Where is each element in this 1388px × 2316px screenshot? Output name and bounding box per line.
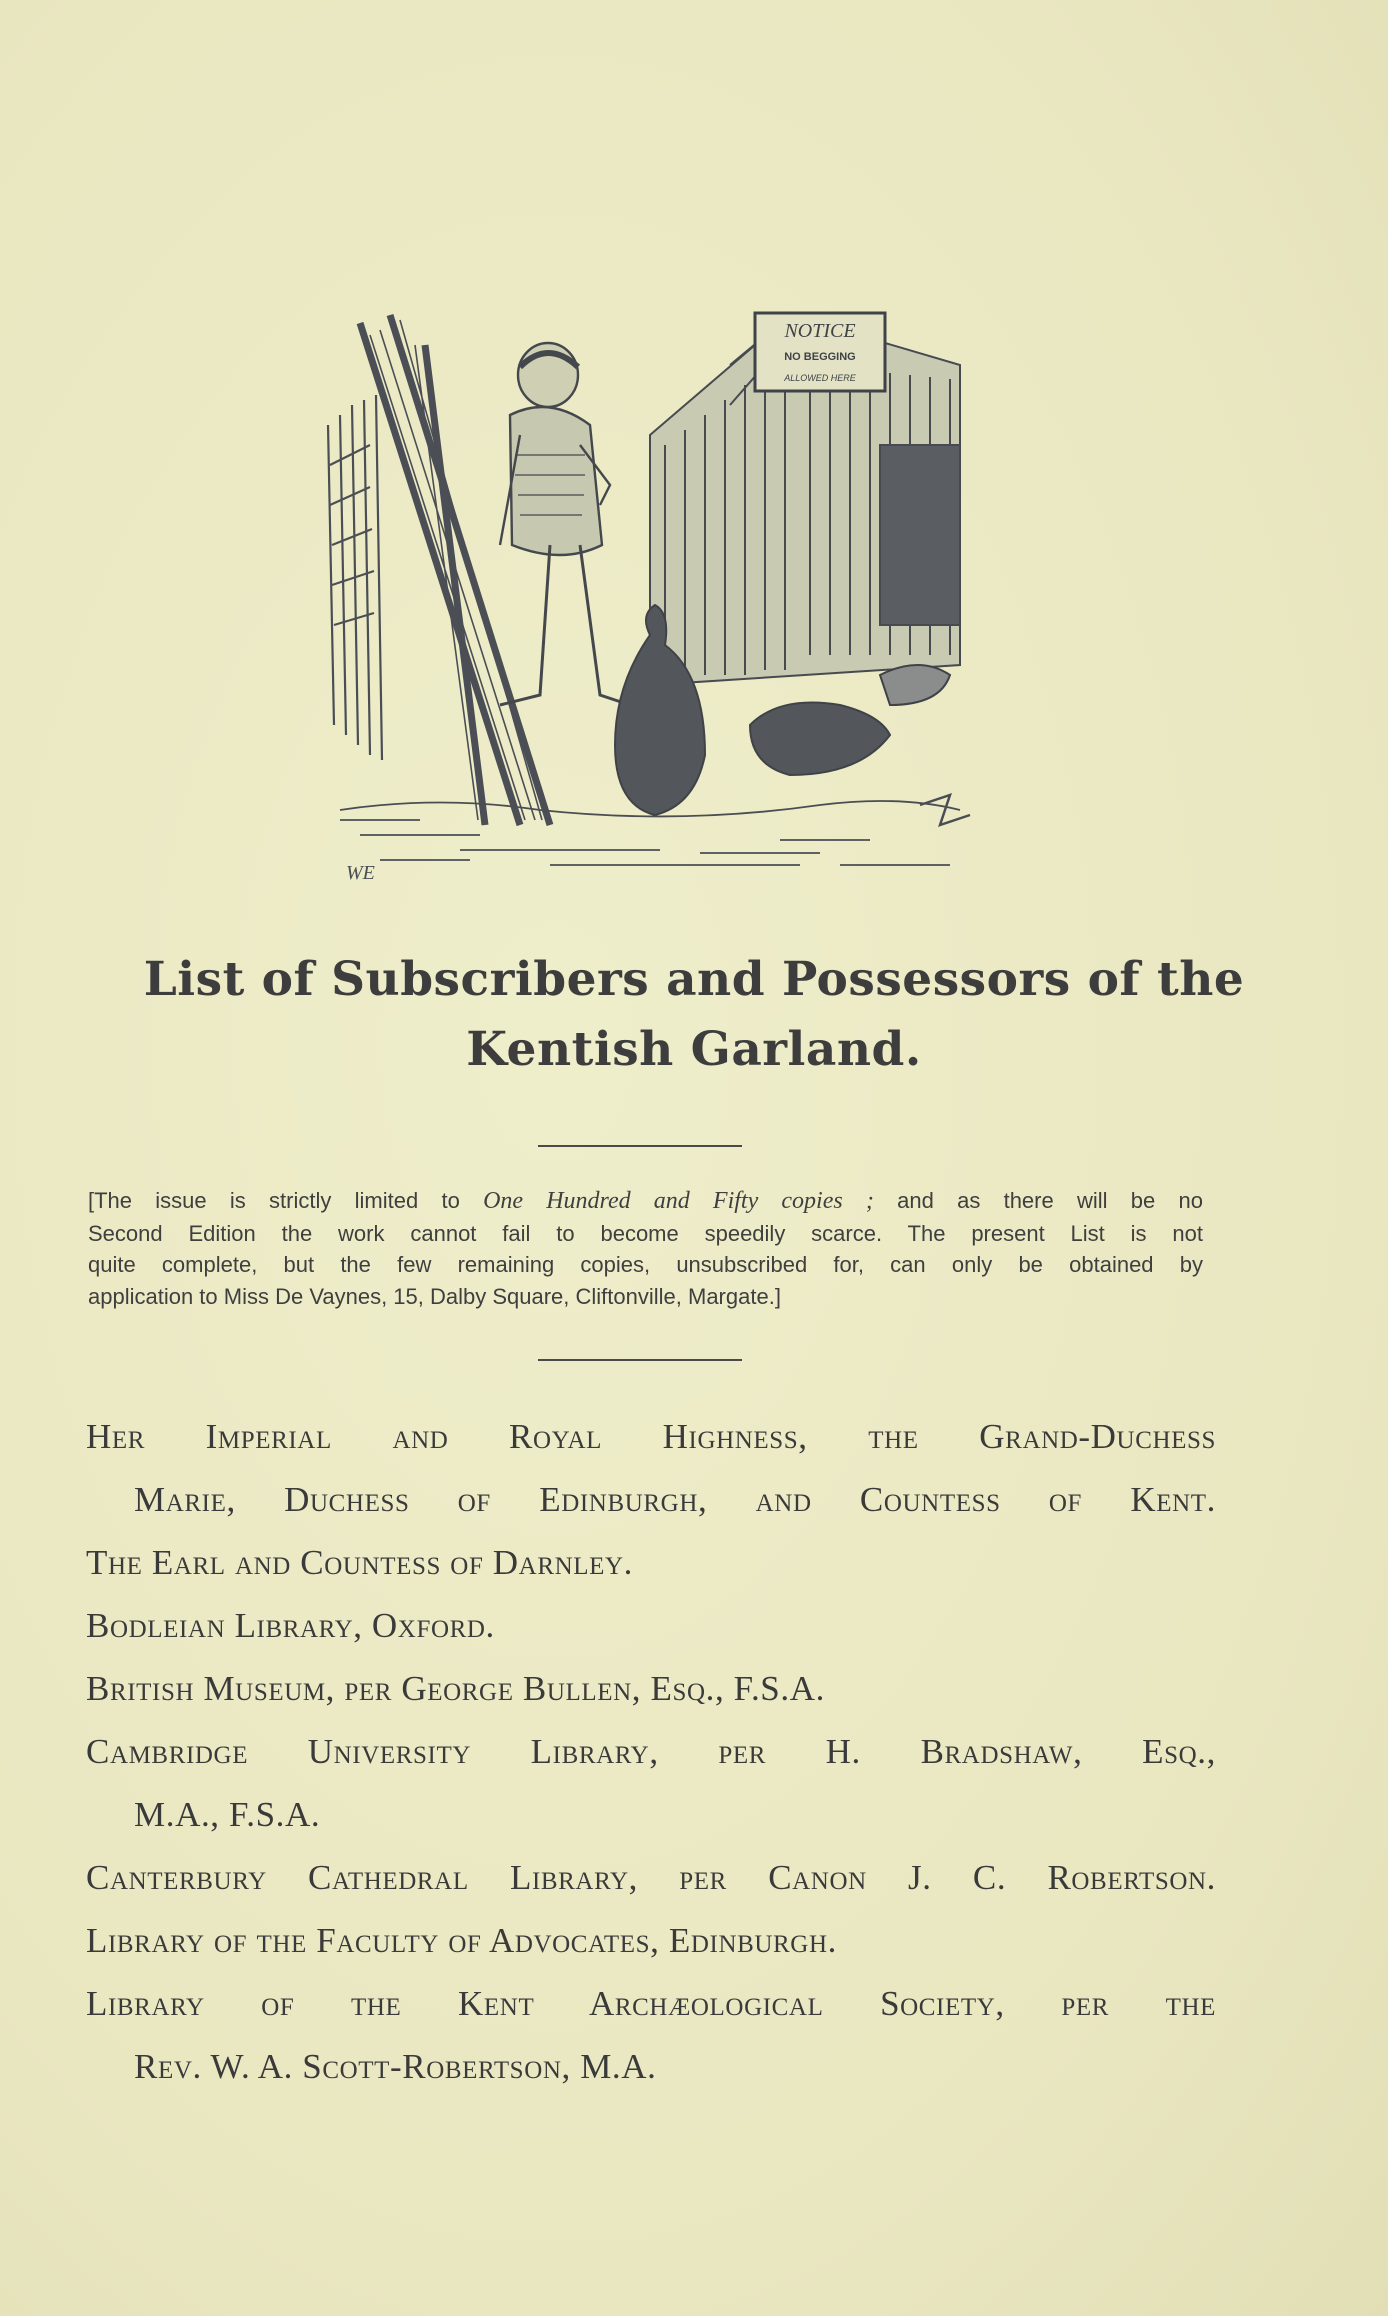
subscriber-line: Canterbury Cathedral Library, per Canon J. C. Robertson. xyxy=(86,1858,1216,1897)
boy-figure xyxy=(500,343,630,705)
subscriber-entry xyxy=(86,1531,1216,1594)
subscriber-line: Library of the Faculty of Advocates, Edinburgh. xyxy=(86,1921,837,1960)
edition-notice xyxy=(88,1185,1203,1312)
sign-text-begging: NO BEGGING xyxy=(784,351,856,363)
subscriber-entry xyxy=(86,1972,1216,2098)
notice-line-1 xyxy=(88,1185,1203,1218)
subscriber-line: Rev. W. A. Scott-Robertson, M.A. xyxy=(134,2047,657,2086)
divider-top xyxy=(538,1145,742,1147)
engraver-signature: WE xyxy=(346,862,375,884)
subscriber-list xyxy=(86,1405,1216,2098)
notice-sign xyxy=(755,313,885,391)
sign-text-notice: NOTICE xyxy=(784,320,856,342)
subscriber-line: M.A., F.S.A. xyxy=(134,1795,321,1834)
page-title xyxy=(80,945,1308,1085)
subscriber-entry xyxy=(86,1720,1216,1846)
title-line-2: Kentish Garland. xyxy=(466,1022,922,1077)
divider-bottom xyxy=(538,1359,742,1361)
subscriber-entry xyxy=(86,1594,1216,1657)
subscriber-entry xyxy=(86,1657,1216,1720)
subscriber-line: Her Imperial and Royal Highness, the Grand-Duchess xyxy=(86,1417,1216,1456)
subscriber-line: Cambridge University Library, per H. Bradshaw, Esq., xyxy=(86,1732,1216,1771)
subscriber-line: Library of the Kent Archæological Society, per the xyxy=(86,1984,1216,2023)
notice-line-3: quite complete, but the few remaining copies, unsubscribed for, can only be obtained by xyxy=(88,1252,1203,1277)
notice-italic: One Hundred and Fifty copies ; xyxy=(483,1188,874,1214)
notice-text: and as there will be no xyxy=(873,1188,1203,1213)
sign-text-allowed: ALLOWED HERE xyxy=(784,373,856,383)
notice-line-2: Second Edition the work cannot fail to become speedily scarce. The present List is not xyxy=(88,1220,1203,1246)
title-line-1: List of Subscribers and Possessors of the xyxy=(143,952,1245,1007)
subscriber-line: Bodleian Library, Oxford. xyxy=(86,1606,495,1645)
notice-text: [The issue is strictly limited to xyxy=(88,1188,484,1213)
subscriber-entry xyxy=(86,1909,1216,1972)
hedge-hatching xyxy=(328,395,382,760)
notice-line-4: application to Miss De Vaynes, 15, Dalby Square, Cliftonville, Margate.] xyxy=(88,1283,781,1309)
subscriber-line: Marie, Duchess of Edinburgh, and Countess of Kent. xyxy=(134,1480,1216,1519)
subscriber-entry xyxy=(86,1846,1216,1909)
subscriber-entry xyxy=(86,1405,1216,1531)
woodcut-illustration xyxy=(320,305,980,895)
subscriber-line: British Museum, per George Bullen, Esq., F.S.A. xyxy=(86,1669,825,1708)
subscriber-line: The Earl and Countess of Darnley. xyxy=(86,1543,634,1582)
